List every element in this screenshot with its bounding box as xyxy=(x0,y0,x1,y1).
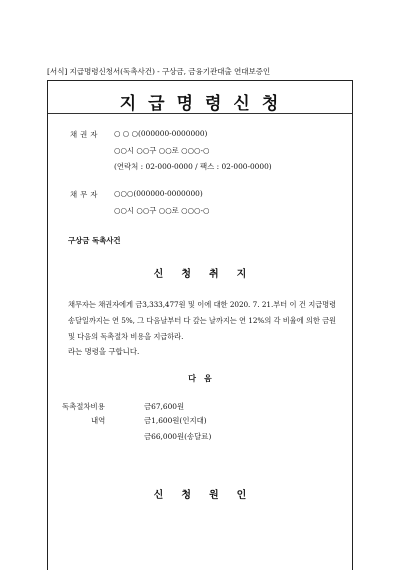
document-frame xyxy=(47,80,353,570)
costs-label: 독촉절차비용 xyxy=(62,402,105,411)
purpose-text: 채무자는 채권자에게 금3,333,477원 및 이에 대한 2020. 7. 21.부터 이 건 지급명령 송달일까지는 연 5%, 그 다음날부터 다 갚는 날까지는 연 12%의 각 비율에 의한 금원 및 다음의 독촉절차 비용을 지급하라. xyxy=(68,300,336,341)
creditor-label: 채권자 xyxy=(70,130,101,139)
case-name: 구상금 독촉사건 xyxy=(68,236,121,245)
debtor-address: ○○시 ○○구 ○○로 ○○○-○ xyxy=(114,206,210,215)
title-divider xyxy=(48,113,352,114)
creditor-name: ○ ○ ○(000000-0000000) xyxy=(114,129,208,138)
debtor-name: ○○○(000000-0000000) xyxy=(114,189,203,198)
closing-text: 라는 명령을 구합니다. xyxy=(68,347,140,356)
form-header: [서식] 지급명령신청서(독촉사건) - 구상금, 금융기관대출 연대보증인 xyxy=(47,67,271,76)
costs-amount: 금67,600원 xyxy=(144,402,185,411)
document-title: 지급명령신청 xyxy=(119,94,291,114)
purpose-heading: 신청취지 xyxy=(153,269,265,280)
creditor-contact: (연락처 : 02-000-0000 / 팩스 : 02-000-0000) xyxy=(114,162,272,171)
costs-delivery: 금66,000원(송달료) xyxy=(144,432,212,441)
costs-breakdown-label: 내역 xyxy=(91,416,106,425)
reason-heading: 신청원인 xyxy=(153,490,265,501)
debtor-label: 채무자 xyxy=(70,190,101,199)
costs-stamp: 금1,600원(인지대) xyxy=(144,416,207,425)
below-heading: 다음 xyxy=(188,373,220,383)
creditor-address: ○○시 ○○구 ○○로 ○○○-○ xyxy=(114,146,210,155)
